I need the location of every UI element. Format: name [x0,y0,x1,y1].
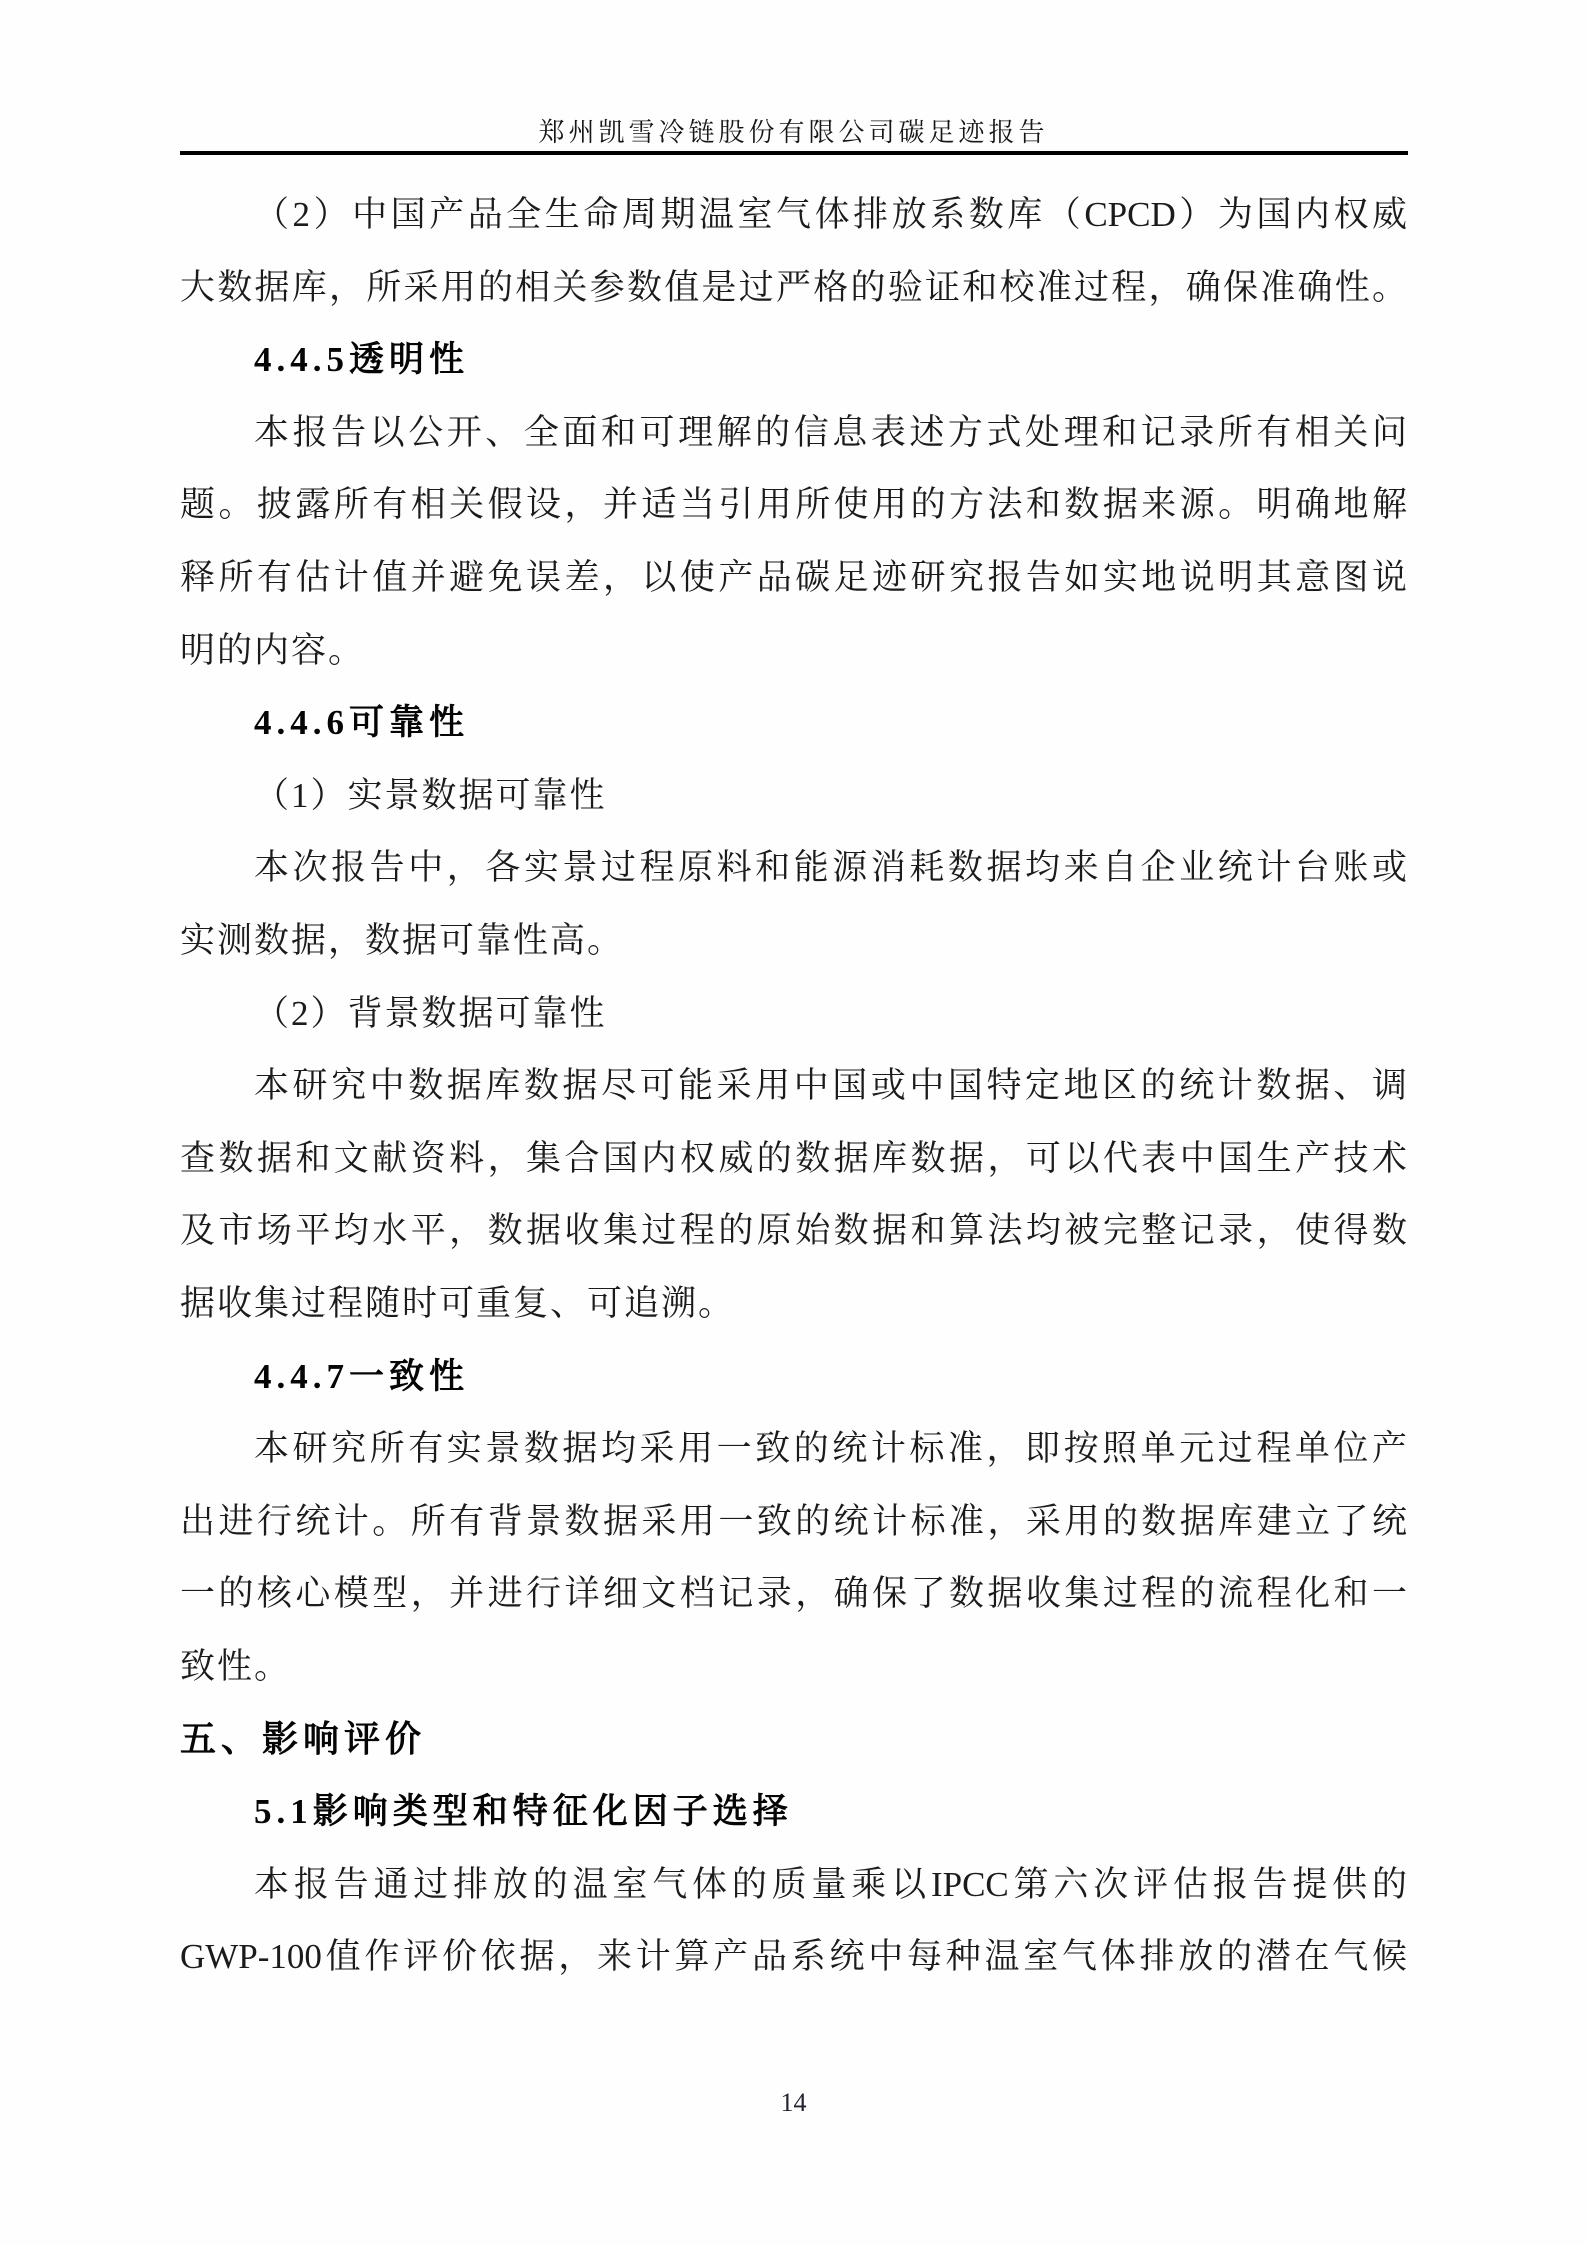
body-line: 本报告通过排放的温室气体的质量乘以IPCC第六次评估报告提供的 [254,1864,1407,1904]
body-line: 据收集过程随时可重复、可追溯。 [180,1283,736,1323]
body-line: 一的核心模型，并进行详细文档记录，确保了数据收集过程的流程化和一 [180,1574,1407,1614]
body-line: （2）背景数据可靠性 [254,993,607,1033]
page-number: 14 [780,2088,807,2117]
heading-4-4-6: 4.4.6可靠性 [254,703,470,743]
heading-4-4-5: 4.4.5透明性 [254,340,470,380]
body-line: 题。披露所有相关假设，并适当引用所使用的方法和数据来源。明确地解 [180,485,1407,525]
body-line: 本报告以公开、全面和可理解的信息表述方式处理和记录所有相关问 [254,412,1407,452]
page-header-title: 郑州凯雪冷链股份有限公司碳足迹报告 [538,118,1049,147]
body-line: 实测数据，数据可靠性高。 [180,920,625,960]
body-line: 本研究中数据库数据尽可能采用中国或中国特定地区的统计数据、调 [254,1066,1407,1106]
body-line: 明的内容。 [180,630,366,670]
heading-5-1: 5.1影响类型和特征化因子选择 [254,1792,793,1832]
body-line: 出进行统计。所有背景数据采用一致的统计标准，采用的数据库建立了统 [180,1501,1407,1541]
body-line: （1）实景数据可靠性 [254,775,607,815]
body-line: 及市场平均水平，数据收集过程的原始数据和算法均被完整记录，使得数 [180,1211,1407,1251]
body-line: 大数据库，所采用的相关参数值是过严格的验证和校准过程，确保准确性。 [180,267,1407,307]
body-line: GWP-100值作评价依据，来计算产品系统中每种温室气体排放的潜在气候 [180,1937,1407,1977]
body-line: 查数据和文献资料，集合国内权威的数据库数据，可以代表中国生产技术 [180,1138,1407,1178]
chapter-heading-5: 五、影响评价 [180,1719,427,1760]
body-line: （2）中国产品全生命周期温室气体排放系数库（CPCD）为国内权威 [254,195,1407,234]
header-divider-rule [180,151,1408,155]
heading-4-4-7: 4.4.7一致性 [254,1356,470,1396]
body-line: 本研究所有实景数据均采用一致的统计标准，即按照单元过程单位产 [254,1429,1407,1469]
body-line: 致性。 [180,1646,292,1686]
page-body [180,179,1407,1994]
body-line: 本次报告中，各实景过程原料和能源消耗数据均来自企业统计台账或 [254,848,1407,888]
body-line: 释所有估计值并避免误差，以使产品碳足迹研究报告如实地说明其意图说 [180,557,1407,597]
